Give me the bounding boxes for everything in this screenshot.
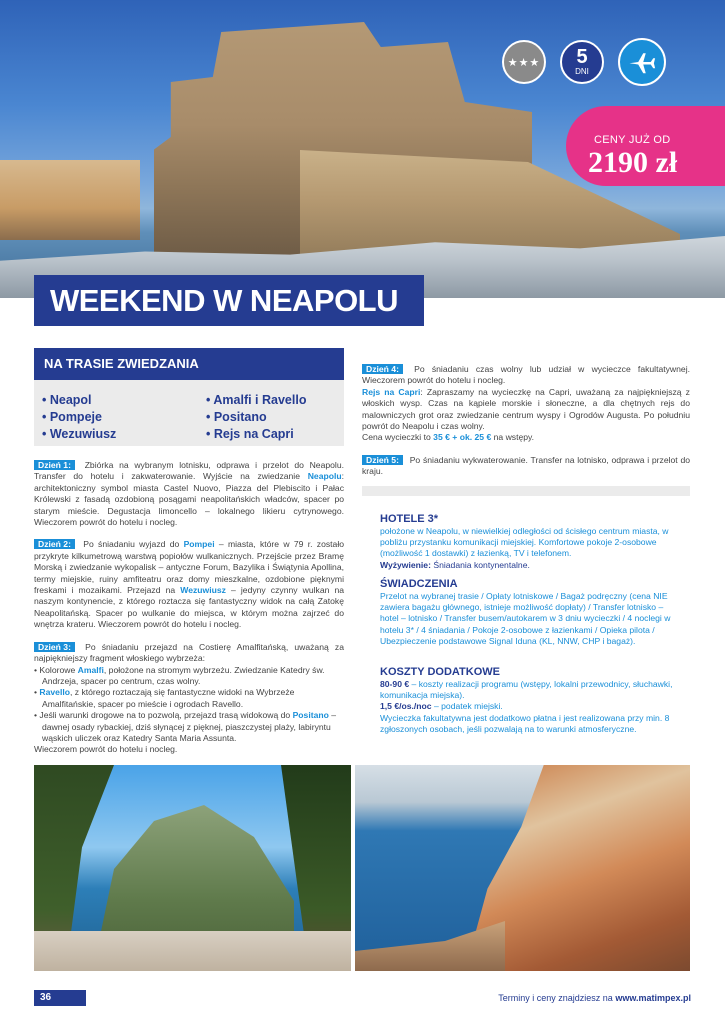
itinerary-left-column (34, 460, 344, 756)
stars-icon: ★★★ (507, 56, 541, 69)
route-box (34, 348, 344, 446)
terrace-wall (34, 931, 351, 971)
shore (355, 921, 505, 971)
route-item: • Amalfi i Ravello (206, 393, 307, 407)
day-4-label: Dzień 4: (362, 364, 403, 374)
services-title: ŚWIADCZENIA (380, 578, 458, 590)
day-2-label: Dzień 2: (34, 539, 75, 549)
day-3-bullet: • Kolorowe Amalfi, położone na stromym wybrzeżu. Zwiedzanie Katedry św. Andrzeja, spacer po centrum, czas wolny. (34, 664, 325, 686)
photo-capri (34, 765, 351, 971)
services-text: Przelot na wybranej trasie / Opłaty lotniskowe / Bagaż podręczny (cena NIE zawiera bagażu głównego, istnieje możliwość dopłaty) / Transfer lotnisko – hotel – lotnisko / Transfer busem/autokarem w 3 dniu wycieczki / 4 noclegi w hotelu 3* / 4 śniadania / Pokoje 2-osobowe z łazienkami / Opieka pilota / Ubezpieczenie podstawowe Signal Iduna (KL, NNW, CHP i bagaż). (380, 591, 671, 646)
days-label: DNI (575, 67, 589, 76)
hotel-stars-badge (502, 40, 546, 84)
photo-positano (355, 765, 690, 971)
route-item: • Pompeje (42, 410, 102, 424)
route-list-right (206, 392, 306, 443)
day-1-label: Dzień 1: (34, 460, 75, 470)
airplane-icon (627, 47, 657, 77)
hotel-title: HOTELE 3* (380, 513, 439, 525)
route-item: • Rejs na Capri (206, 427, 294, 441)
day-3-bullet: • Jeśli warunki drogowe na to pozwolą, przejazd trasą widokową do Positano – dawnej osady rybackiej, dziś słynącej z pięknej, piaszczystej plaży, labiryntu wąskich uliczek oraz Katedry Santa Maria Assunta. (34, 710, 337, 743)
route-list-left (42, 392, 116, 443)
route-item: • Wezuwiusz (42, 427, 117, 441)
cost-item: 80-90 € – koszty realizacji programu (wstępy, lokalni przewodnicy, słuchawki, komunikacja miejska). (380, 679, 673, 701)
city-buildings (0, 160, 140, 240)
price-value: 2190 zł (588, 146, 678, 179)
page-number: 36 (34, 990, 86, 1006)
days-number: 5 (576, 46, 588, 68)
costs-title: KOSZTY DODATKOWE (380, 666, 500, 678)
day-5: Dzień 5: Po śniadaniu wykwaterowanie. Transfer na lotnisko, odprawa i przelot do kraju. (362, 454, 690, 477)
day-4: Dzień 4: Po śniadaniu czas wolny lub udział w wycieczce fakultatywnej. Wieczorem powrót do hotelu i nocleg. Rejs na Capri: Zapraszamy na wycieczkę na Capri, uważaną za najpiękniejszą z włoskich wysp. Czas na kąpiele morskie i słoneczne, a dla chętnych rejs do malowniczych grot oraz zwiedzanie centrum wyspy i Ogrodów Augusta. Po południu powrót do Neapolu i czas wolny. Cena wycieczki to 35 € + ok. 25 € na wstępy. (362, 364, 690, 443)
hotel-text: położone w Neapolu, w niewielkiej odległości od ścisłego centrum miasta, w pobliżu przystanku komunikacji miejskiej. Komfortowe pokoje 2-osobowe (możliwość 1 dostawki) z łazienką, TV i telefonem. Wyżywienie: Śniadania kontynentalne. (380, 526, 669, 570)
plane-badge (618, 38, 666, 86)
route-item: • Positano (206, 410, 267, 424)
route-title: NA TRASIE ZWIEDZANIA (34, 348, 344, 380)
day-3: Dzień 3: Po śniadaniu przejazd na Costierę Amalfitańską, uważaną za najpiękniejszy fragment włoskiego wybrzeża: • Kolorowe Amalfi, położone na stromym wybrzeżu. Zwiedzanie Katedry św. Andrzeja, spacer po centrum, czas wolny. • Ravello, z którego roztaczają się fantastyczne widoki na Wybrzeże Amalfitańskie, spacer po mieście i ogrodach Ravello. • Jeśli warunki drogowe na to pozwolą, przejazd trasą widokową do Positano – dawnej osady rybackiej, dziś słynącej z pięknej, piaszczystej plaży, labiryntu wąskich uliczek oraz Katedry Santa Maria Assunta. Wieczorem powrót do hotelu i nocleg. (34, 641, 344, 755)
day-2: Dzień 2: Po śniadaniu wyjazd do Pompei – miasta, które w 79 r. zostało przykryte kilkumetrową warstwą popiołów wulkanicznych. Przejście przez Bramę Morską i zwiedzanie wykopalisk – antyczne Forum, Bazylika i Świątynia Apollina, termy miejskie, ruiny amfiteatru oraz domy mieszkalne, ozdobione pięknymi freskami i mozaikami. Przejazd na Wezuwiusz – jedyny czynny wulkan na naszym kontynencie, z którego roztacza się fantastyczny widok na całą Zatokę Neapolitańską. Spacer po wulkanie do miejsca, w którym można zajrzeć do wnętrza krateru. Wieczorem powrót do hotelu i nocleg. (34, 539, 345, 630)
price-from-label: CENY JUŻ OD (594, 134, 671, 146)
itinerary-right-column (362, 364, 690, 489)
route-item: • Neapol (42, 393, 92, 407)
day-1: Dzień 1: Zbiórka na wybranym lotnisku, odprawa i przelot do Neapolu. Transfer do hotelu i zakwaterowanie. Wyjście na zwiedzanie Neapolu: architektoniczny symbol miasta Castel Nuovo, Piazza del Plebiscito i Pałac Królewski z fasadą ozdobioną posągami neapolitańskich władców, spacer po starym mieście. Degustacja limoncello – lokalnego likieru cytrynowego. Wieczorem powrót do hotelu i nocleg. (34, 460, 344, 528)
price-badge (566, 106, 725, 186)
cost-item: 1,5 €/os./noc – podatek miejski. (380, 701, 503, 712)
day-3-label: Dzień 3: (34, 642, 75, 652)
costs-text (380, 679, 680, 735)
website-link[interactable]: www.matimpex.pl (615, 993, 691, 1003)
page-title: WEEKEND W NEAPOLU (34, 275, 424, 326)
days-badge (560, 40, 604, 84)
day-3-bullet: • Ravello, z którego roztaczają się fantastyczne widoki na Wybrzeże Amalfitańskie, spacer po mieście i ogrodach Ravello. (34, 687, 295, 709)
costs-note: Wycieczka fakultatywna jest dodatkowo płatna i jest realizowana przy min. 8 zgłoszonych osobach, jeśli pozwalają na to warunki atmosferyczne. (380, 712, 670, 734)
footer-note: Terminy i ceny znajdziesz na www.matimpex.pl (498, 993, 691, 1003)
section-divider (362, 486, 690, 496)
day-5-label: Dzień 5: (362, 455, 403, 465)
